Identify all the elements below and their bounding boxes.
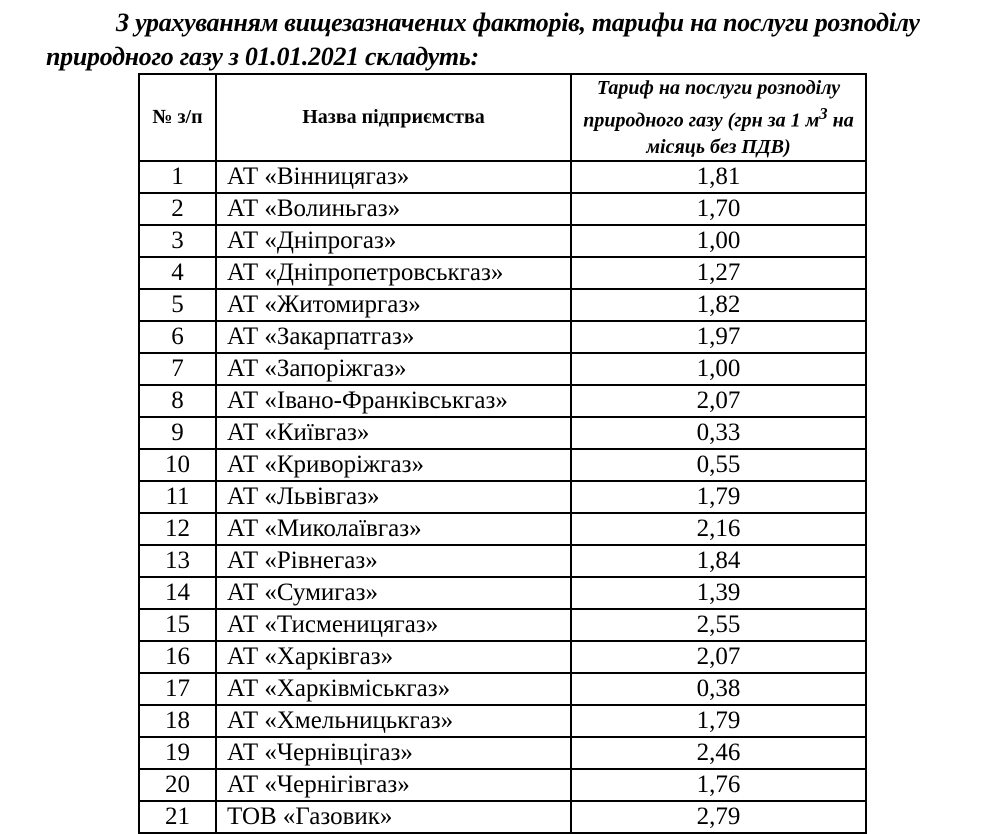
table-row xyxy=(139,545,866,577)
company-name: АТ «Рівнегаз» xyxy=(216,545,571,577)
tariff-value: 1,79 xyxy=(571,705,866,737)
company-name: АТ «Чернівцігаз» xyxy=(216,737,571,769)
tariff-value: 2,07 xyxy=(571,385,866,417)
company-name: АТ «Дніпропетровськгаз» xyxy=(216,257,571,289)
tariff-value: 2,55 xyxy=(571,609,866,641)
table-row xyxy=(139,289,866,321)
company-name: АТ «Тисменицягаз» xyxy=(216,609,571,641)
company-name: АТ «Миколаївгаз» xyxy=(216,513,571,545)
table-row xyxy=(139,353,866,385)
row-number: 20 xyxy=(139,769,216,801)
table-row xyxy=(139,577,866,609)
tariff-value: 2,07 xyxy=(571,641,866,673)
tariff-value: 2,79 xyxy=(571,801,866,833)
table-row xyxy=(139,449,866,481)
company-name: АТ «Криворіжгаз» xyxy=(216,449,571,481)
tariff-table xyxy=(138,73,867,834)
row-number: 5 xyxy=(139,289,216,321)
tariff-value: 0,55 xyxy=(571,449,866,481)
row-number: 19 xyxy=(139,737,216,769)
table-row xyxy=(139,417,866,449)
company-name: АТ «Дніпрогаз» xyxy=(216,225,571,257)
table-row xyxy=(139,385,866,417)
row-number: 9 xyxy=(139,417,216,449)
row-number: 11 xyxy=(139,481,216,513)
row-number: 4 xyxy=(139,257,216,289)
row-number: 10 xyxy=(139,449,216,481)
table-row xyxy=(139,481,866,513)
company-name: АТ «Вінницягаз» xyxy=(216,161,571,193)
company-name: АТ «Чернігівгаз» xyxy=(216,769,571,801)
row-number: 12 xyxy=(139,513,216,545)
header-tariff-text: Тариф на послуги розподілу природного газу (грн за 1 м xyxy=(583,77,841,132)
row-number: 1 xyxy=(139,161,216,193)
table-row xyxy=(139,609,866,641)
table-row xyxy=(139,801,866,833)
table-row xyxy=(139,225,866,257)
header-company-name: Назва підприємства xyxy=(216,74,571,161)
table-row xyxy=(139,641,866,673)
row-number: 7 xyxy=(139,353,216,385)
company-name: АТ «Львівгаз» xyxy=(216,481,571,513)
tariff-value: 1,76 xyxy=(571,769,866,801)
header-tariff xyxy=(571,74,866,161)
company-name: АТ «Харківгаз» xyxy=(216,641,571,673)
table-row xyxy=(139,193,866,225)
tariff-value: 1,27 xyxy=(571,257,866,289)
table-row xyxy=(139,673,866,705)
tariff-value: 1,82 xyxy=(571,289,866,321)
company-name: АТ «Житомиргаз» xyxy=(216,289,571,321)
intro-paragraph: З урахуванням вищезазначених факторів, тарифи на послуги розподілу природного газу з 01.01.2021 складуть: xyxy=(46,8,920,71)
table-row xyxy=(139,737,866,769)
tariff-value: 2,16 xyxy=(571,513,866,545)
company-name: АТ «Волиньгаз» xyxy=(216,193,571,225)
table-row xyxy=(139,321,866,353)
company-name: АТ «Запоріжгаз» xyxy=(216,353,571,385)
row-number: 16 xyxy=(139,641,216,673)
row-number: 6 xyxy=(139,321,216,353)
company-name: АТ «Сумигаз» xyxy=(216,577,571,609)
table-row xyxy=(139,513,866,545)
tariff-value: 1,84 xyxy=(571,545,866,577)
row-number: 13 xyxy=(139,545,216,577)
tariff-value: 0,33 xyxy=(571,417,866,449)
company-name: АТ «Івано-Франківськгаз» xyxy=(216,385,571,417)
tariff-value: 1,00 xyxy=(571,225,866,257)
tariff-value: 1,39 xyxy=(571,577,866,609)
table-body xyxy=(139,161,866,833)
row-number: 8 xyxy=(139,385,216,417)
header-tariff-suffix: на місяць без ПДВ) xyxy=(646,109,854,158)
company-name: АТ «Хмельницькгаз» xyxy=(216,705,571,737)
header-tariff-superscript: 3 xyxy=(819,104,828,123)
tariff-value: 1,70 xyxy=(571,193,866,225)
header-number: № з/п xyxy=(139,74,216,161)
table-row xyxy=(139,161,866,193)
table-header-row xyxy=(139,74,866,161)
table-row xyxy=(139,257,866,289)
row-number: 17 xyxy=(139,673,216,705)
tariff-value: 1,81 xyxy=(571,161,866,193)
row-number: 3 xyxy=(139,225,216,257)
row-number: 21 xyxy=(139,801,216,833)
company-name: ТОВ «Газовик» xyxy=(216,801,571,833)
tariff-value: 1,79 xyxy=(571,481,866,513)
row-number: 15 xyxy=(139,609,216,641)
tariff-value: 1,97 xyxy=(571,321,866,353)
row-number: 18 xyxy=(139,705,216,737)
tariff-value: 0,38 xyxy=(571,673,866,705)
tariff-value: 2,46 xyxy=(571,737,866,769)
table-row xyxy=(139,769,866,801)
company-name: АТ «Харківміськгаз» xyxy=(216,673,571,705)
row-number: 2 xyxy=(139,193,216,225)
row-number: 14 xyxy=(139,577,216,609)
table-row xyxy=(139,705,866,737)
company-name: АТ «Київгаз» xyxy=(216,417,571,449)
tariff-value: 1,00 xyxy=(571,353,866,385)
company-name: АТ «Закарпатгаз» xyxy=(216,321,571,353)
